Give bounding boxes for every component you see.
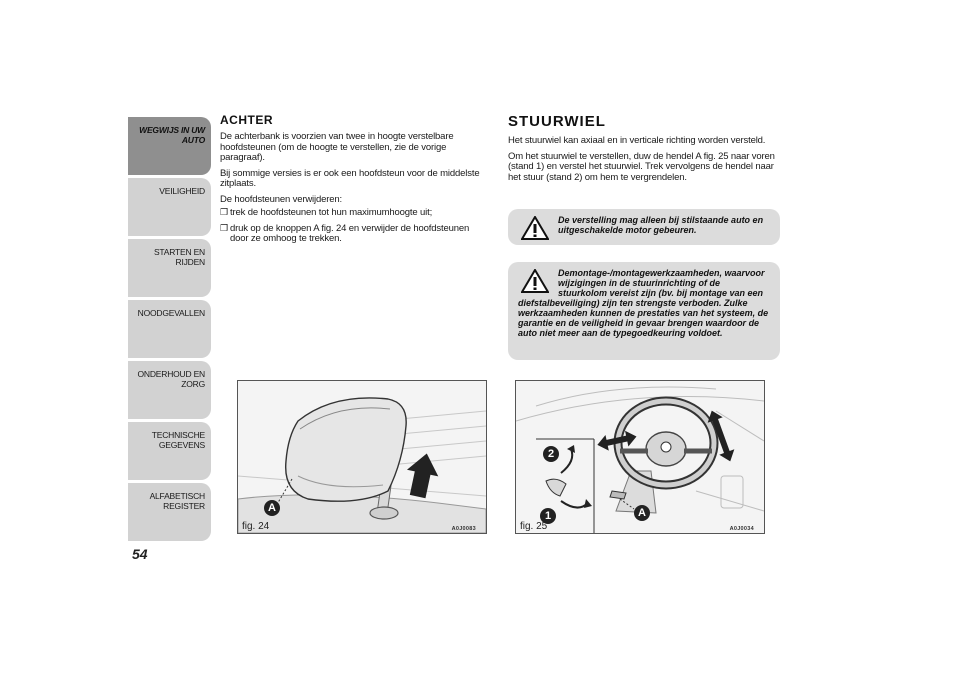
paragraph: De achterbank is voorzien van twee in hoogte verstelbare hoofdsteunen (om de hoogte te verstellen, zie de vorige paragraaf).: [220, 131, 454, 163]
tab-label: TECHNISCHE: [151, 430, 205, 440]
figure-caption: fig. 24: [242, 521, 270, 532]
tab-onderhoud[interactable]: [128, 361, 211, 419]
paragraph: De hoofdsteunen verwijderen:: [220, 193, 343, 205]
warning-box: [508, 209, 780, 245]
tab-noodgevallen[interactable]: [128, 300, 211, 358]
figure-steering-wheel: [515, 380, 765, 534]
page-number: 54: [132, 546, 148, 562]
tab-label: VEILIGHEID: [159, 186, 205, 196]
warning-text: Demontage-/montagewerkzaamheden, waarvoor wijzigingen in de stuurinrichting of de stuurkolom vereist zijn (bv. bij montage van een diefstalbeveiliging) zijn ten strengste verboden. Zulke werkzaamheden kunnen de prestaties van het systeem, de garantie en de veiligheid in gevaar brengen waardoor de auto niet meer aan de typegoedkeuring voldoet.: [518, 268, 769, 338]
tab-register[interactable]: [128, 483, 211, 541]
section-stuurwiel: [508, 113, 780, 188]
figure-headrest: [237, 380, 487, 534]
list-item: ❒ trek de hoofdsteunen tot hun maximumhoogte uit;: [220, 207, 433, 218]
tab-label: AUTO: [181, 135, 205, 145]
figure-code: A0J0083: [451, 526, 476, 532]
list-item: ❒ druk op de knoppen A fig. 24 en verwijder de hoofdsteunen door ze omhoog te trekken.: [220, 222, 470, 244]
tab-label: STARTEN EN RIJDEN: [153, 247, 205, 267]
tab-technische[interactable]: [128, 422, 211, 480]
section-heading: STUURWIEL: [508, 113, 606, 130]
tab-label: GEGEVENS: [158, 440, 205, 450]
tab-wegwijs[interactable]: [128, 117, 211, 175]
figure-caption: fig. 25: [520, 521, 548, 532]
callout-2: 2: [543, 446, 559, 462]
tab-label: REGISTER: [163, 501, 205, 511]
callout-a: A: [264, 500, 280, 516]
paragraph: Om het stuurwiel te verstellen, duw de hendel A fig. 25 naar voren (stand 1) en verstel het stuurwiel. Trek vervolgens de hendel naar het stuur (stand 2) om hem te vergrendelen.: [508, 150, 775, 183]
checkbox-bullet-icon: ❒: [220, 207, 228, 217]
warning-text: De verstelling mag alleen bij stilstaande auto en uitgeschakelde motor gebeuren.: [558, 215, 764, 235]
tab-label: ONDERHOUD EN: [137, 369, 205, 379]
section-heading: ACHTER: [220, 113, 273, 127]
tab-veiligheid[interactable]: [128, 178, 211, 236]
warning-box: [508, 262, 780, 360]
tab-label: ZORG: [181, 379, 205, 389]
warning-icon: [521, 216, 549, 240]
tab-label: WEGWIJS IN UW: [139, 125, 205, 135]
callout-a: A: [634, 505, 650, 521]
checkbox-bullet-icon: ❒: [220, 222, 228, 233]
paragraph: Het stuurwiel kan axiaal en in verticale richting worden versteld.: [508, 135, 766, 146]
figure-code: A0J0034: [729, 526, 754, 532]
tab-label: NOODGEVALLEN: [137, 308, 205, 318]
tab-label: ALFABETISCH: [149, 491, 205, 501]
section-achter: [220, 113, 488, 249]
chapter-tabs: [128, 117, 211, 544]
paragraph: Bij sommige versies is er ook een hoofdsteun voor de middelste zitplaats.: [220, 167, 480, 189]
callout-1: 1: [540, 508, 556, 524]
bullet-list: [220, 207, 488, 245]
tab-starten[interactable]: [128, 239, 211, 297]
